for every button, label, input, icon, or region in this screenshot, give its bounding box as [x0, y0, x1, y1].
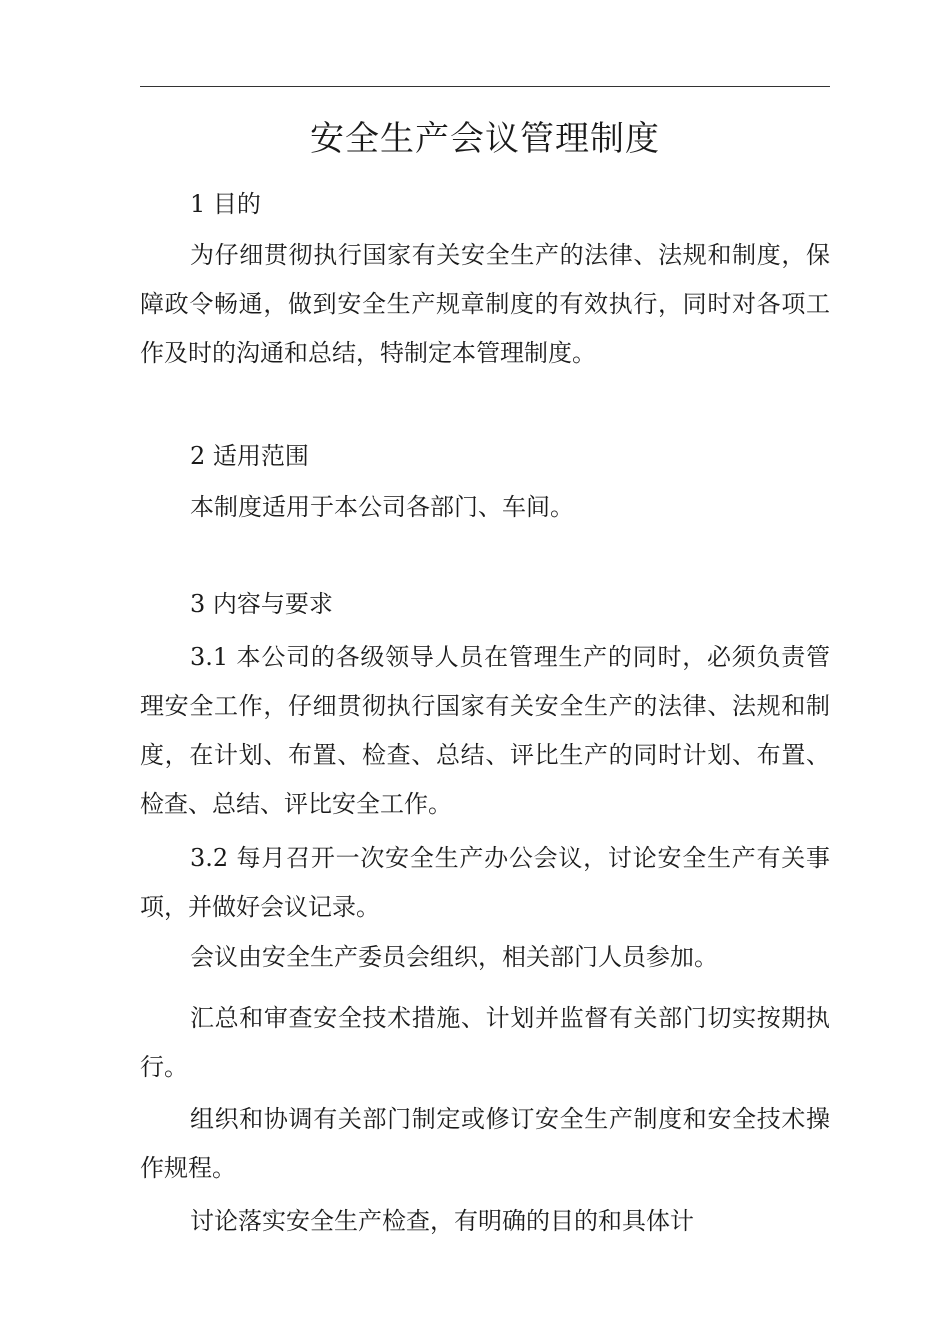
review-measures-paragraph: 汇总和审查安全技术措施、计划并监督有关部门切实按期执行。	[140, 1004, 830, 1081]
section-3-1-paragraph: 3.1 本公司的各级领导人员在管理生产的同时，必须负责管理安全工作，仔细贯彻执行国家有关安全生产的法律、法规和制度，在计划、布置、检查、总结、评比生产的同时计划、布置、检查、总结、评比安全工作。	[140, 643, 830, 818]
section-2-heading: 2 适用范围	[190, 442, 309, 470]
section-3-heading: 3 内容与要求	[190, 590, 333, 618]
section-2-paragraph: 本制度适用于本公司各部门、车间。	[190, 493, 574, 521]
section-1-heading: 1 目的	[190, 190, 261, 218]
inspection-paragraph: 讨论落实安全生产检查，有明确的目的和具体计	[190, 1207, 694, 1235]
section-3-2-paragraph: 3.2 每月召开一次安全生产办公会议，讨论安全生产有关事项，并做好会议记录。	[140, 844, 830, 921]
meeting-organizer-paragraph: 会议由安全生产委员会组织，相关部门人员参加。	[190, 943, 718, 971]
revise-rules-paragraph: 组织和协调有关部门制定或修订安全生产制度和安全技术操作规程。	[140, 1105, 830, 1182]
section-1-paragraph: 为仔细贯彻执行国家有关安全生产的法律、法规和制度，保障政令畅通，做到安全生产规章制度的有效执行，同时对各项工作及时的沟通和总结，特制定本管理制度。	[140, 241, 830, 367]
document-title: 安全生产会议管理制度	[310, 119, 660, 159]
header-rule	[140, 86, 830, 87]
